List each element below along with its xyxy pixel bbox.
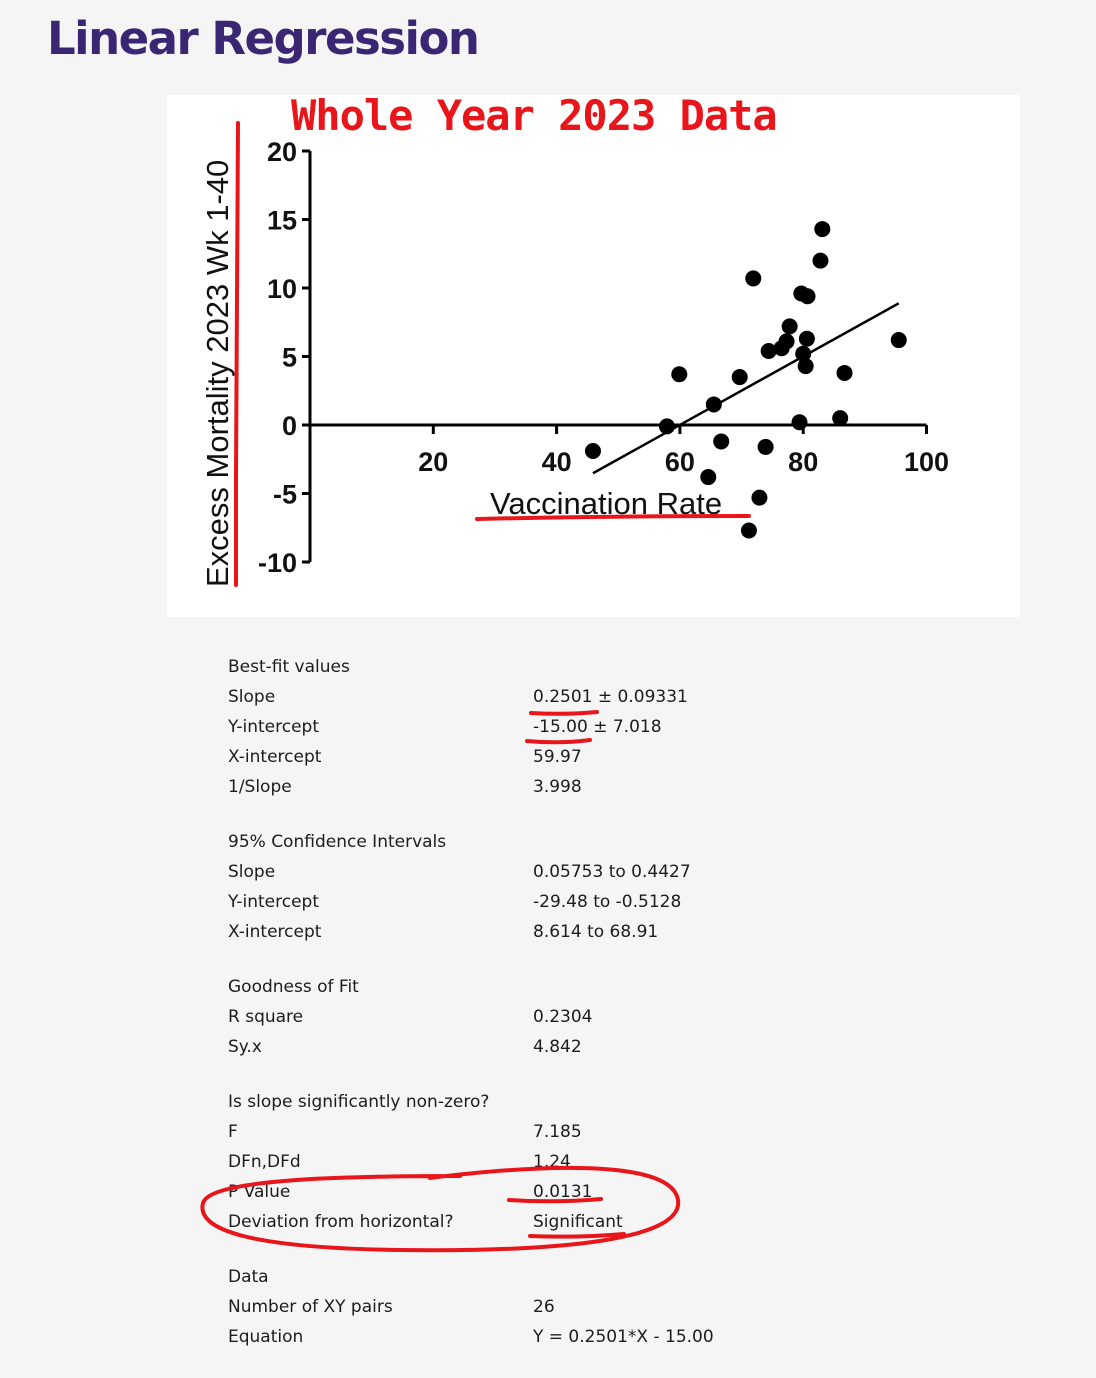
stat-label: F (228, 1122, 238, 1142)
data-point (814, 221, 830, 237)
stat-row (228, 1003, 928, 1033)
data-point (745, 270, 761, 286)
section-title: Data (228, 1267, 269, 1287)
stat-value: 0.0131 (533, 1182, 593, 1202)
stat-label: Sy.x (228, 1037, 262, 1057)
stat-row (228, 713, 928, 743)
stat-value: 3.998 (533, 777, 582, 797)
y-axis-label: Excess Mortality 2023 Wk 1-40 (200, 159, 235, 587)
stat-label: Equation (228, 1327, 304, 1347)
data-point (659, 418, 675, 434)
stat-value: 1,24 (533, 1152, 571, 1172)
stat-value: Y = 0.2501*X - 15.00 (533, 1327, 714, 1347)
data-point (779, 333, 795, 349)
data-point (758, 439, 774, 455)
stat-value: -29.48 to -0.5128 (533, 892, 682, 912)
goodness-of-fit-section (228, 973, 928, 1063)
x-tick-label: 100 (903, 447, 950, 477)
scatter-chart-panel (167, 95, 1020, 617)
stat-row (228, 1323, 928, 1353)
section-title: Best-fit values (228, 657, 350, 677)
x-tick-label: 20 (418, 447, 449, 477)
stat-value: 0.05753 to 0.4427 (533, 862, 691, 882)
data-point (700, 469, 716, 485)
stat-row (228, 1118, 928, 1148)
significance-section (228, 1088, 928, 1238)
y-tick-label: 5 (281, 342, 297, 373)
stat-value: 4.842 (533, 1037, 582, 1057)
section-title: Is slope significantly non-zero? (228, 1092, 490, 1112)
confidence-intervals-section (228, 828, 928, 948)
stat-value: 59.97 (533, 747, 582, 767)
stat-label: Slope (228, 687, 276, 707)
section-title: Goodness of Fit (228, 977, 359, 997)
y-tick-label: -5 (272, 479, 297, 510)
stat-row (228, 683, 928, 713)
data-point (812, 253, 828, 269)
y-tick-label: 15 (266, 205, 297, 236)
y-tick-label: -10 (257, 548, 297, 578)
data-point (782, 318, 798, 334)
section-title: 95% Confidence Intervals (228, 832, 447, 852)
x-tick-label: 60 (664, 447, 695, 477)
stat-row (228, 743, 928, 773)
stat-label: 1/Slope (228, 777, 292, 797)
stat-row (228, 1178, 928, 1208)
stat-label: DFn,DFd (228, 1152, 301, 1172)
stat-row (228, 858, 928, 888)
stat-label: P Value (228, 1182, 291, 1202)
page-title: Linear Regression (47, 12, 479, 65)
data-point (891, 332, 907, 348)
data-point (832, 410, 848, 426)
stat-row (228, 1033, 928, 1063)
stat-label: X-intercept (228, 747, 322, 767)
data-point (800, 288, 816, 304)
data-section (228, 1263, 928, 1353)
data-point (751, 490, 767, 506)
regression-stats (228, 653, 928, 1378)
stat-label: X-intercept (228, 922, 322, 942)
x-axis-label: Vaccination Rate (490, 486, 723, 521)
stat-label: R square (228, 1007, 304, 1027)
data-point (798, 358, 814, 374)
data-point (741, 522, 757, 538)
data-point (671, 366, 687, 382)
stat-label: Slope (228, 862, 276, 882)
data-point (713, 433, 729, 449)
stat-row (228, 1208, 928, 1238)
stat-value: 7.185 (533, 1122, 582, 1142)
stat-label: Number of XY pairs (228, 1297, 393, 1317)
stat-value: 26 (533, 1297, 555, 1317)
data-point (585, 443, 601, 459)
stat-label: Deviation from horizontal? (228, 1212, 454, 1232)
stat-label: Y-intercept (228, 892, 320, 912)
best-fit-section (228, 653, 928, 803)
stat-label: Y-intercept (228, 717, 320, 737)
x-tick-label: 40 (541, 447, 572, 477)
data-point (792, 414, 808, 430)
stat-row (228, 888, 928, 918)
stat-value: 0.2304 (533, 1007, 593, 1027)
stat-value: 0.2501 ± 0.09331 (533, 687, 688, 707)
stat-row (228, 1148, 928, 1178)
stat-row (228, 918, 928, 948)
y-tick-label: 10 (266, 274, 297, 304)
data-point (837, 365, 853, 381)
fit-line (593, 303, 899, 473)
stat-value: 8.614 to 68.91 (533, 922, 659, 942)
y-tick-label: 0 (281, 411, 297, 441)
data-point (799, 331, 815, 347)
y-tick-label: 20 (266, 137, 297, 167)
x-tick-label: 80 (788, 447, 819, 477)
data-point (732, 369, 748, 385)
stat-row (228, 1293, 928, 1323)
stat-value: Significant (533, 1212, 623, 1232)
stat-row (228, 773, 928, 803)
chart-title: Whole Year 2023 Data (291, 95, 777, 140)
stat-value: -15.00 ± 7.018 (533, 717, 662, 737)
y-label-underline (236, 123, 238, 585)
scatter-chart (167, 95, 1020, 617)
data-point (706, 396, 722, 412)
